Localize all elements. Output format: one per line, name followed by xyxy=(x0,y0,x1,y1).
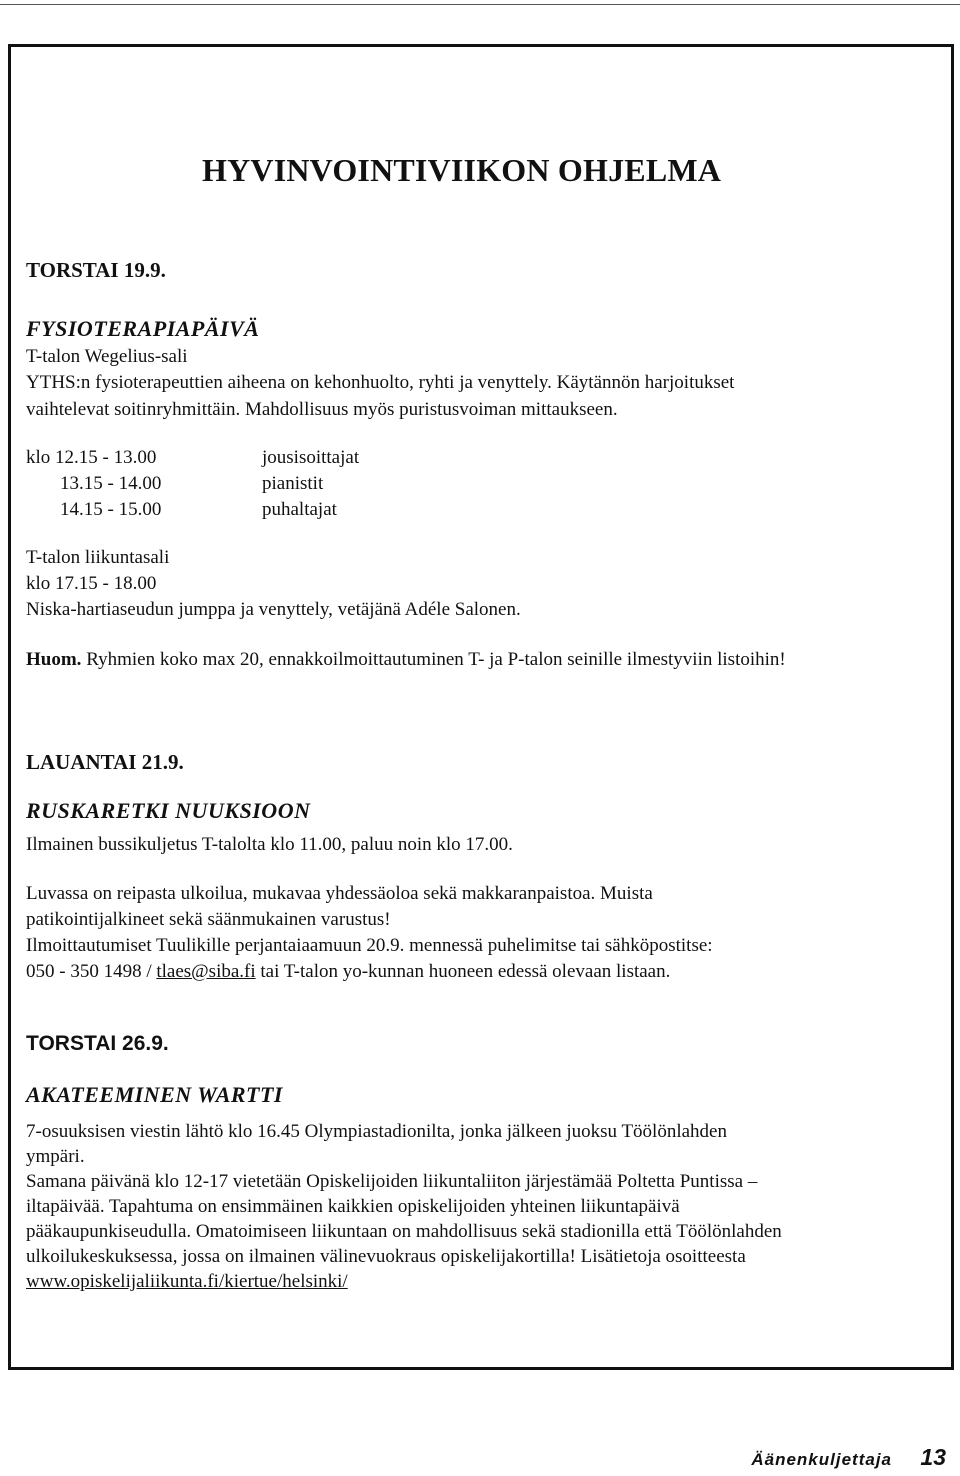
section-heading-fysioterapiapaiva: FYSIOTERAPIAPÄIVÄ xyxy=(26,316,260,341)
description-line: ulkoilukeskuksessa, jossa on ilmainen välinevuokraus opiskelijakortilla! Lisätietoja osoitteesta xyxy=(26,1246,746,1267)
day-heading-saturday-21: LAUANTAI 21.9. xyxy=(26,750,184,774)
description-line: vaihtelevat soitinryhmittäin. Mahdollisuus myös puristusvoiman mittaukseen. xyxy=(26,399,618,420)
page-title: HYVINVOINTIVIIKON OHJELMA xyxy=(202,152,722,188)
top-rule xyxy=(0,4,960,5)
schedule-time: 14.15 - 15.00 xyxy=(60,499,162,520)
description-line: ympäri. xyxy=(26,1146,85,1167)
email-link[interactable]: tlaes@siba.fi xyxy=(156,961,256,982)
description-line: pääkaupunkiseudulla. Omatoimiseen liikuntaan on mahdollisuus sekä stadionilla että Töölönlahden xyxy=(26,1221,782,1242)
schedule-group: pianistit xyxy=(262,473,324,494)
gym-description: Niska-hartiaseudun jumppa ja venyttely, vetäjänä Adéle Salonen. xyxy=(26,599,521,620)
contact-rest: tai T-talon yo-kunnan huoneen edessä olevaan listaan. xyxy=(255,961,671,982)
gym-location: T-talon liikuntasali xyxy=(26,547,170,568)
schedule-group: puhaltajat xyxy=(262,499,337,520)
note-text: Ryhmien koko max 20, ennakkoilmoittautuminen T- ja P-talon seinille ilmestyviin listoihin! xyxy=(86,649,786,670)
section-heading-akateeminen-wartti: AKATEEMINEN WARTTI xyxy=(26,1082,283,1107)
note-label: Huom. xyxy=(26,649,82,670)
note-line xyxy=(26,650,786,669)
description-line: YTHS:n fysioterapeuttien aiheena on kehonhuolto, ryhti ja venyttely. Käytännön harjoitukset xyxy=(26,372,735,393)
description-line: iltapäivää. Tapahtuma on ensimmäinen kaikkien opiskelijoiden yhteinen liikuntapäivä xyxy=(26,1196,680,1217)
page-number: 13 xyxy=(920,1444,946,1470)
gym-time: klo 17.15 - 18.00 xyxy=(26,573,157,594)
schedule-time: klo 12.15 - 13.00 xyxy=(26,447,157,468)
phone-number: 050 - 350 1498 / xyxy=(26,961,157,982)
description-line: patikointijalkineet sekä säänmukainen varustus! xyxy=(26,909,391,930)
registration-line: Ilmoittautumiset Tuulikille perjantaiaamuun 20.9. mennessä puhelimitse tai sähköpostitse: xyxy=(26,935,713,956)
location-text: T-talon Wegelius-sali xyxy=(26,346,188,367)
day-heading-thursday-19: TORSTAI 19.9. xyxy=(26,258,166,282)
description-line: Samana päivänä klo 12-17 vietetään Opiskelijoiden liikuntaliiton järjestämää Poltetta Puntissa – xyxy=(26,1171,758,1192)
schedule-group: jousisoittajat xyxy=(262,447,360,468)
description-line: Luvassa on reipasta ulkoilua, mukavaa yhdessäoloa sekä makkaranpaistoa. Muista xyxy=(26,883,653,904)
description-line: 7-osuuksisen viestin lähtö klo 16.45 Olympiastadionilta, jonka jälkeen juoksu Töölönlahden xyxy=(26,1121,727,1142)
info-url-link[interactable]: www.opiskelijaliikunta.fi/kiertue/helsinki/ xyxy=(26,1271,348,1292)
contact-line xyxy=(26,962,670,981)
day-heading-thursday-26: TORSTAI 26.9. xyxy=(26,1032,169,1055)
publication-name: Äänenkuljettaja xyxy=(751,1450,892,1469)
schedule-time: 13.15 - 14.00 xyxy=(60,473,162,494)
section-heading-ruskaretki: RUSKARETKI NUUKSIOON xyxy=(26,798,311,823)
bus-info: Ilmainen bussikuljetus T-talolta klo 11.00, paluu noin klo 17.00. xyxy=(26,834,513,855)
